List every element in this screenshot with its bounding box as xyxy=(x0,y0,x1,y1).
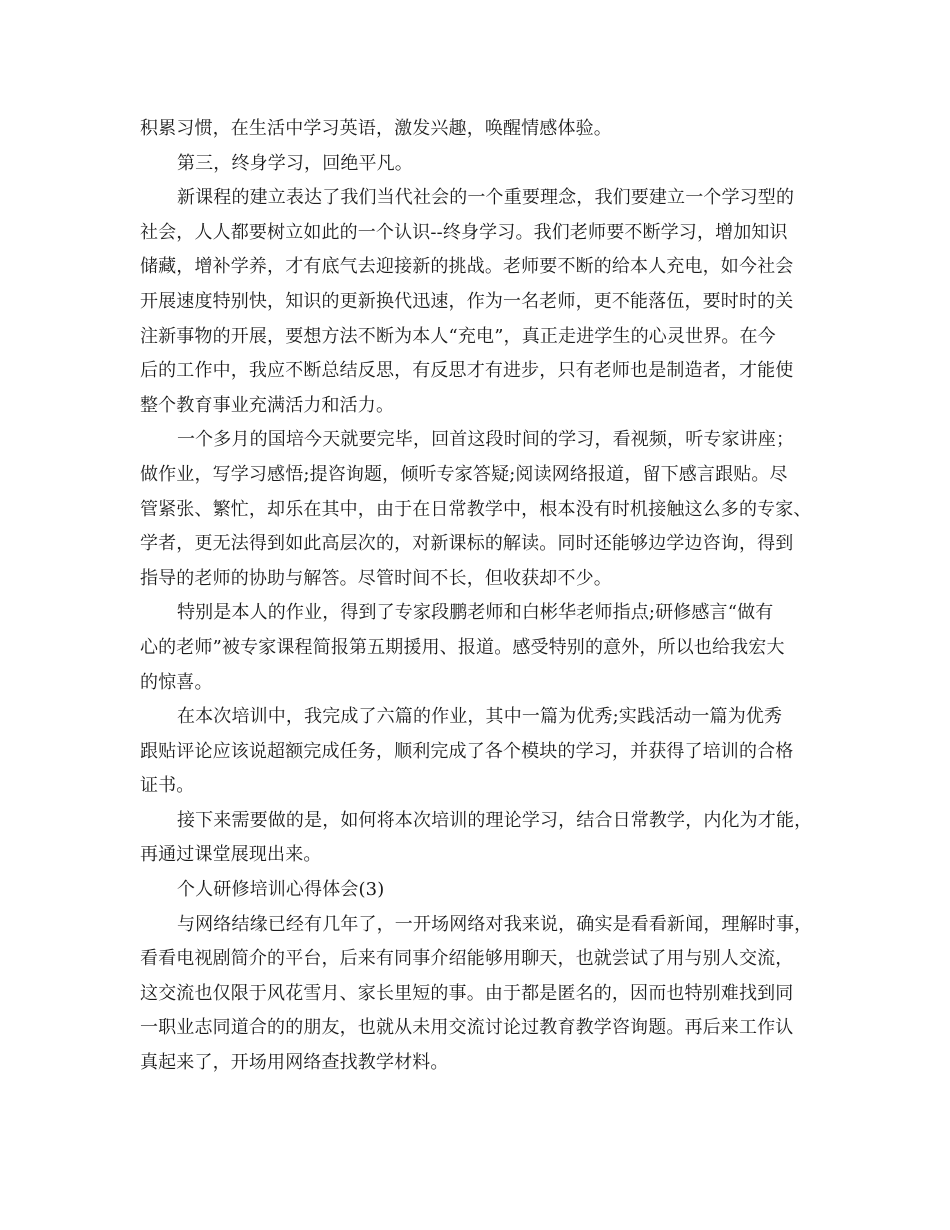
text-line: 一职业志同道合的的朋友，也就从未用交流讨论过教育教学咨询题。再后来工作认 xyxy=(140,1017,794,1039)
text-line: 的惊喜。 xyxy=(140,671,213,693)
text-line: 做作业，写学习感悟;提咨询题，倾听专家答疑;阅读网络报道，留下感言跟贴。尽 xyxy=(140,463,788,485)
text-line: 再通过课堂展现出来。 xyxy=(140,844,322,866)
text-line: 社会，人人都要树立如此的一个认识--终身学习。我们老师要不断学习，增加知识 xyxy=(140,221,788,243)
text-line: 管紧张、繁忙，却乐在其中，由于在日常教学中，根本没有时机接触这么多的专家、 xyxy=(140,498,812,520)
text-line: 特别是本人的作业，得到了专家段鹏老师和白彬华老师指点;研修感言“做有 xyxy=(177,602,774,624)
text-line: 积累习惯，在生活中学习英语，激发兴趣，唤醒情感体验。 xyxy=(140,118,612,139)
text-line: 与网络结缘已经有几年了，一开场网络对我来说，确实是看看新闻，理解时事， xyxy=(177,913,813,935)
text-line: 证书。 xyxy=(140,775,195,797)
text-line: 储藏，增补学养，才有底气去迎接新的挑战。老师要不断的给本人充电，如今社会 xyxy=(140,256,794,278)
text-line: 接下来需要做的是，如何将本次培训的理论学习，结合日常教学，内化为才能， xyxy=(177,809,813,831)
text-line: 开展速度特别快，知识的更新换代迅速，作为一名老师，更不能落伍，要时时的关 xyxy=(140,290,794,312)
text-line: 整个教育事业充满活力和活力。 xyxy=(140,394,395,416)
text-line: 指导的老师的协助与解答。尽管时间不长，但收获却不少。 xyxy=(140,567,612,589)
text-line: 看看电视剧简介的平台，后来有同事介绍能够用聊天，也就尝试了用与别人交流， xyxy=(140,948,794,970)
text-line: 个人研修培训心得体会(3) xyxy=(177,879,385,901)
text-line: 后的工作中，我应不断总结反思，有反思才有进步，只有老师也是制造者，才能使 xyxy=(140,360,794,382)
document-body xyxy=(140,112,820,1081)
text-line: 在本次培训中，我完成了六篇的作业，其中一篇为优秀;实践活动一篇为优秀 xyxy=(177,706,783,728)
text-line: 一个多月的国培今天就要完毕，回首这段时间的学习，看视频，听专家讲座； xyxy=(177,429,795,451)
text-line: 第三，终身学习，回绝平凡。 xyxy=(177,152,413,174)
text-line: 真起来了，开场用网络查找教学材料。 xyxy=(140,1052,449,1074)
text-line: 跟贴评论应该说超额完成任务，顺利完成了各个模块的学习，并获得了培训的合格 xyxy=(140,740,794,762)
text-line: 新课程的建立表达了我们当代社会的一个重要理念，我们要建立一个学习型的 xyxy=(177,187,795,209)
text-line: 学者，更无法得到如此高层次的，对新课标的解读。同时还能够边学边咨询，得到 xyxy=(140,533,794,555)
text-line: 注新事物的开展，要想方法不断为本人“充电”，真正走进学生的心灵世界。在今 xyxy=(140,325,776,347)
text-line: 心的老师”被专家课程简报第五期援用、报道。感受特别的意外，所以也给我宏大 xyxy=(140,636,785,658)
text-line: 这交流也仅限于风花雪月、家长里短的事。由于都是匿名的，因而也特别难找到同 xyxy=(140,982,794,1004)
